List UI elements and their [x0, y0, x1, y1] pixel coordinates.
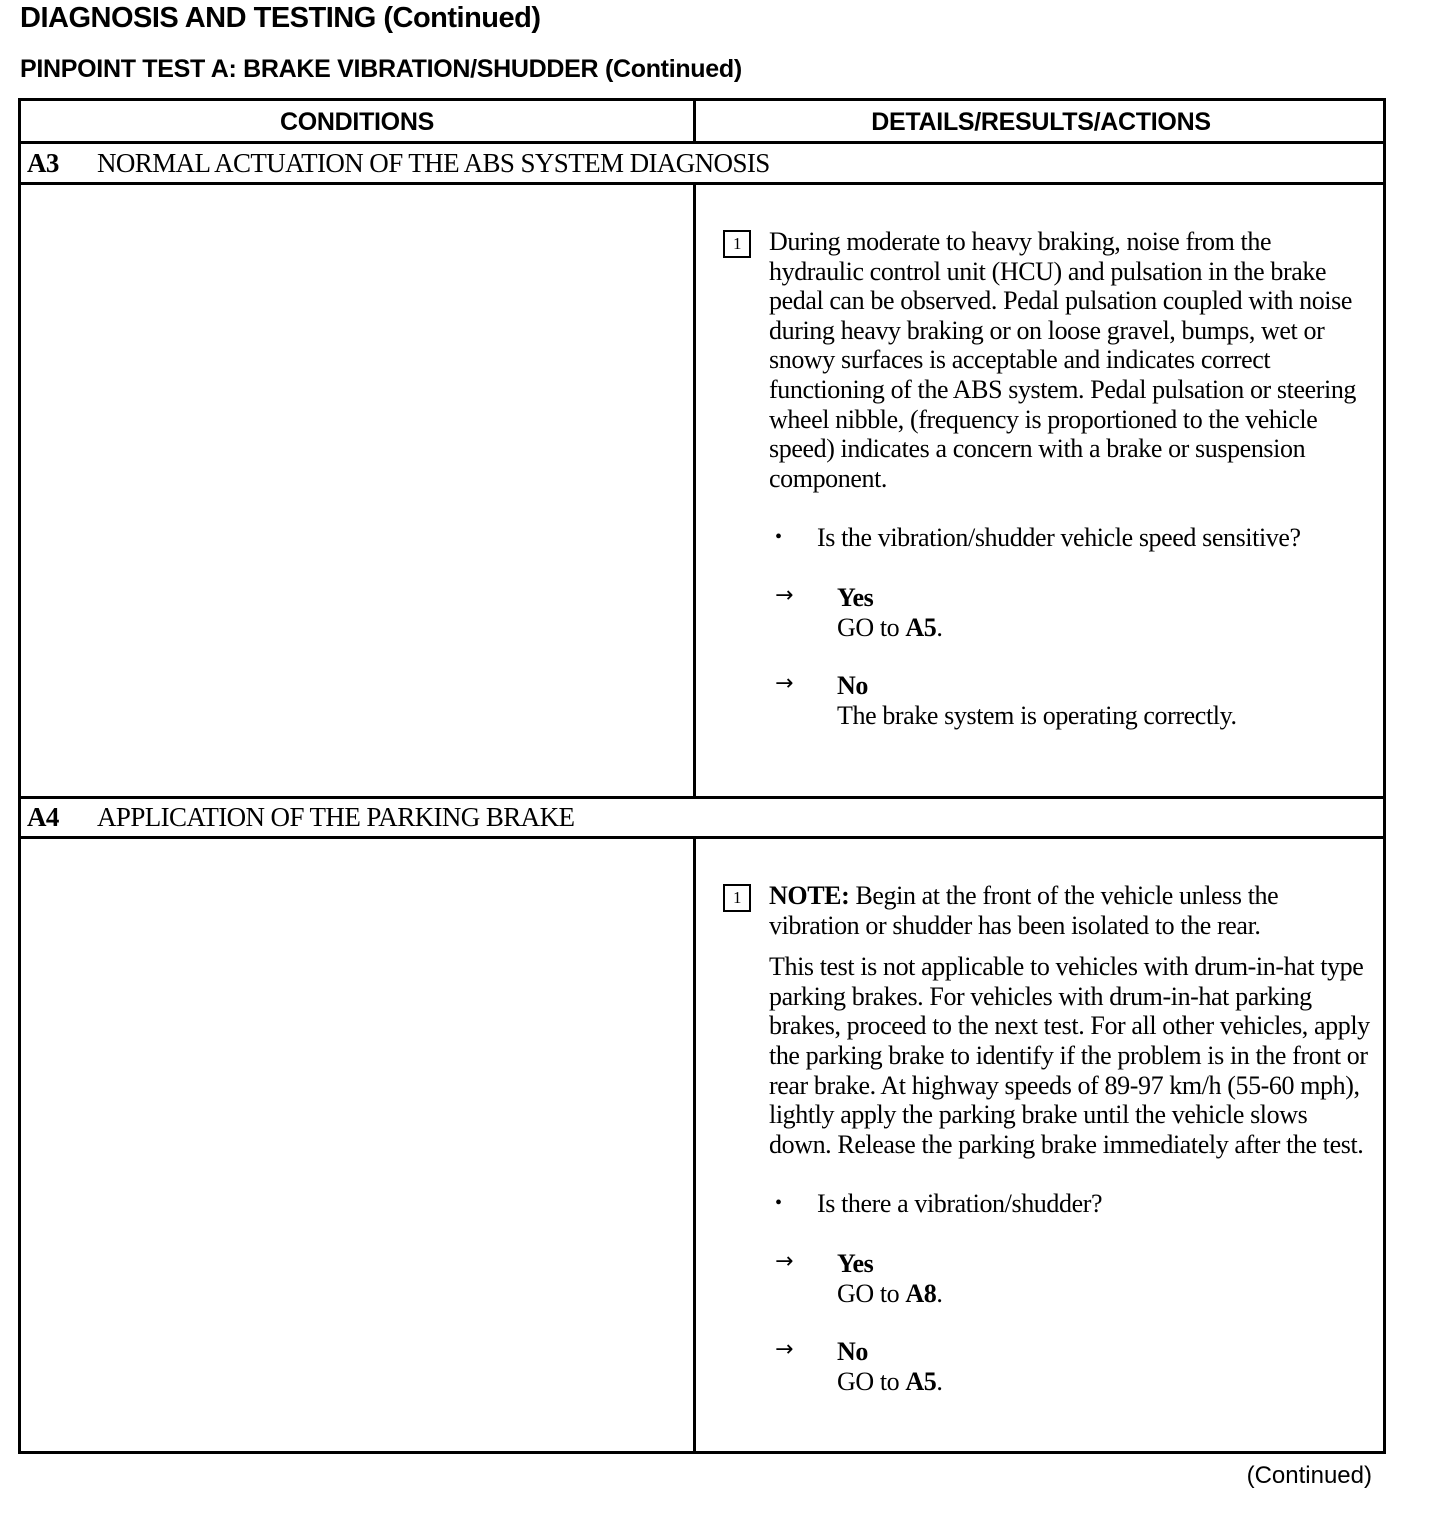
no-label: No	[837, 1337, 868, 1367]
note-text: Begin at the front of the vehicle unless the vibration or shudder has been isolated to the rear.	[769, 881, 1279, 940]
pinpoint-test-table	[18, 98, 1386, 1454]
conditions-column-header: CONDITIONS	[280, 107, 434, 136]
arrow-right-icon: →	[775, 582, 794, 608]
substep-number-box: 1	[723, 230, 751, 258]
arrow-right-icon: →	[775, 1248, 794, 1274]
step-reference-link[interactable]: A8	[905, 1278, 937, 1308]
arrow-right-icon: →	[775, 1337, 794, 1363]
continued-footer: (Continued)	[1246, 1462, 1372, 1489]
yes-action: GO to A8.	[837, 1278, 943, 1308]
arrow-right-icon: →	[775, 671, 794, 697]
step-a3-yes-result	[769, 583, 1371, 642]
note-label: NOTE:	[769, 881, 850, 910]
step-reference-link[interactable]: A5	[905, 1366, 937, 1396]
step-a3-paragraph: During moderate to heavy braking, noise from the hydraulic control unit (HCU) and pulsation in the brake pedal can be observed. Pedal pulsation coupled with noise during heavy braking or on loose gravel, bumps, wet or snowy surfaces is acceptable and indicates correct functioning of the ABS system. Pedal pulsation or steering wheel nibble, (frequency is proportioned to the vehicle speed) indicates a concern with a brake or suspension component.	[769, 227, 1357, 493]
no-action: The brake system is operating correctly.	[837, 700, 1237, 730]
question-text: Is the vibration/shudder vehicle speed sensitive?	[817, 523, 1301, 553]
step-title: NORMAL ACTUATION OF THE ABS SYSTEM DIAGNOSIS	[97, 147, 770, 178]
column-divider	[693, 836, 696, 1452]
column-divider	[693, 101, 696, 144]
step-title: APPLICATION OF THE PARKING BRAKE	[97, 801, 575, 832]
step-a4-note	[769, 881, 1371, 940]
step-a4-details	[711, 881, 1371, 1396]
step-a4-paragraph: This test is not applicable to vehicles with drum-in-hat type parking brakes. For vehicles with drum-in-hat parking brakes, proceed to the next test. For all other vehicles, apply the parking brake to identify if the problem is in the front or rear brake. At highway speeds of 89-97 km/h (55-60 mph), lightly apply the parking brake until the vehicle slows down. Release the parking brake immediately after the test.	[769, 952, 1370, 1159]
test-title: PINPOINT TEST A: BRAKE VIBRATION/SHUDDER (Continued)	[20, 55, 742, 83]
step-a4-question	[769, 1189, 1371, 1219]
step-reference-link[interactable]: A5	[905, 612, 937, 642]
yes-label: Yes	[837, 1248, 874, 1278]
step-a3-question	[769, 523, 1371, 553]
substep-number-box: 1	[723, 884, 751, 912]
column-divider	[693, 182, 696, 799]
step-a4-no-result	[769, 1337, 1371, 1396]
yes-label: Yes	[837, 582, 874, 612]
details-column-header: DETAILS/RESULTS/ACTIONS	[871, 107, 1211, 136]
step-id: A4	[27, 801, 59, 832]
step-id: A3	[27, 147, 59, 178]
no-label: No	[837, 671, 868, 701]
bullet-icon: •	[775, 526, 782, 549]
page-title: DIAGNOSIS AND TESTING (Continued)	[20, 2, 541, 34]
step-a3-header	[27, 143, 770, 183]
step-a3-details	[711, 227, 1371, 730]
no-action: GO to A5.	[837, 1366, 943, 1396]
step-a4-header	[27, 797, 574, 837]
question-text: Is there a vibration/shudder?	[817, 1189, 1103, 1219]
bullet-icon: •	[775, 1192, 782, 1215]
step-a3-no-result	[769, 671, 1371, 730]
step-a4-yes-result	[769, 1249, 1371, 1308]
yes-action: GO to A5.	[837, 612, 943, 642]
